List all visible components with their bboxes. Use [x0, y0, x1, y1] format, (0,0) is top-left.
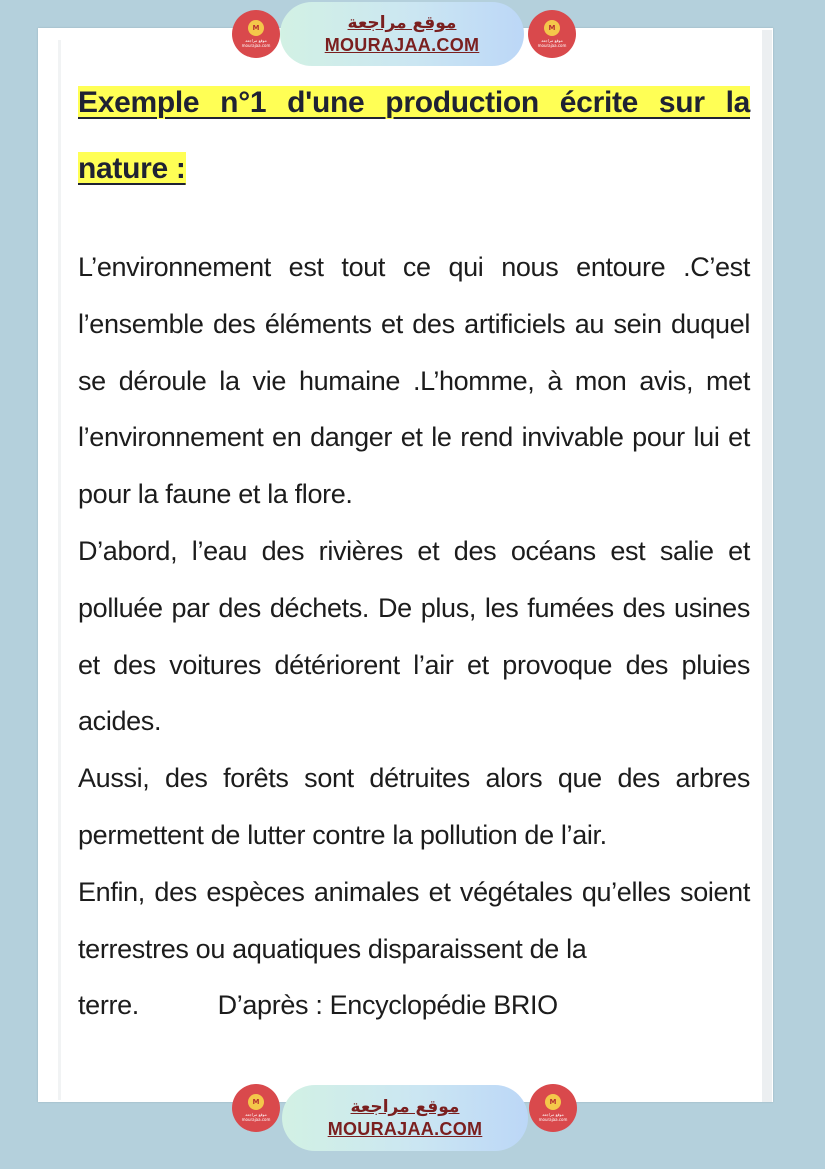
mourajaa-logo-icon: M موقع مراجعة mourajaa.com	[529, 1084, 577, 1132]
document-title: Exemple n°1 d'une production écrite sur la nature :	[78, 86, 750, 185]
watermark-site: MOURAJAA.COM	[327, 1119, 483, 1139]
watermark-banner-bottom[interactable]	[282, 1085, 528, 1151]
mourajaa-logo-icon: M موقع مراجعة mourajaa.com	[528, 10, 576, 58]
source-credit: D’après : Encyclopédie BRIO	[217, 990, 558, 1021]
paragraph-enfin: Enfin, des espèces animales et végétales qu’elles soient terrestres ou aquatiques disparaissent de la	[78, 876, 750, 964]
paragraph-abord: D’abord, l’eau des rivières et des océans est salie et polluée par des déchets. De plus, les fumées des usines et des voitures détériorent l’air et provoque des pluies acides.	[78, 535, 750, 737]
mourajaa-logo-icon: M موقع مراجعة mourajaa.com	[232, 1084, 280, 1132]
watermark-banner-top[interactable]	[280, 2, 524, 66]
page-edge-shadow	[762, 30, 772, 1102]
watermark-site: MOURAJAA.COM	[324, 35, 480, 55]
watermark-arabic: موقع مراجعة	[347, 13, 457, 33]
page-edge-line	[58, 40, 61, 1100]
closing-line	[78, 977, 750, 1034]
paragraph-intro: L’environnement est tout ce qui nous entoure .C’est l’ensemble des éléments et des artificiels au sein duquel se déroule la vie humaine .L’homme, à mon avis, met l’environnement en danger et le rend invivable pour lui et pour la faune et la flore.	[78, 252, 750, 510]
paragraph-aussi: Aussi, des forêts sont détruites alors que des arbres permettent de lutter contre la pollution de l’air.	[78, 763, 750, 850]
document-body	[78, 239, 750, 1034]
mourajaa-logo-icon: M موقع مراجعة mourajaa.com	[232, 10, 280, 58]
watermark-arabic: موقع مراجعة	[350, 1097, 460, 1117]
last-word: terre.	[78, 990, 139, 1021]
